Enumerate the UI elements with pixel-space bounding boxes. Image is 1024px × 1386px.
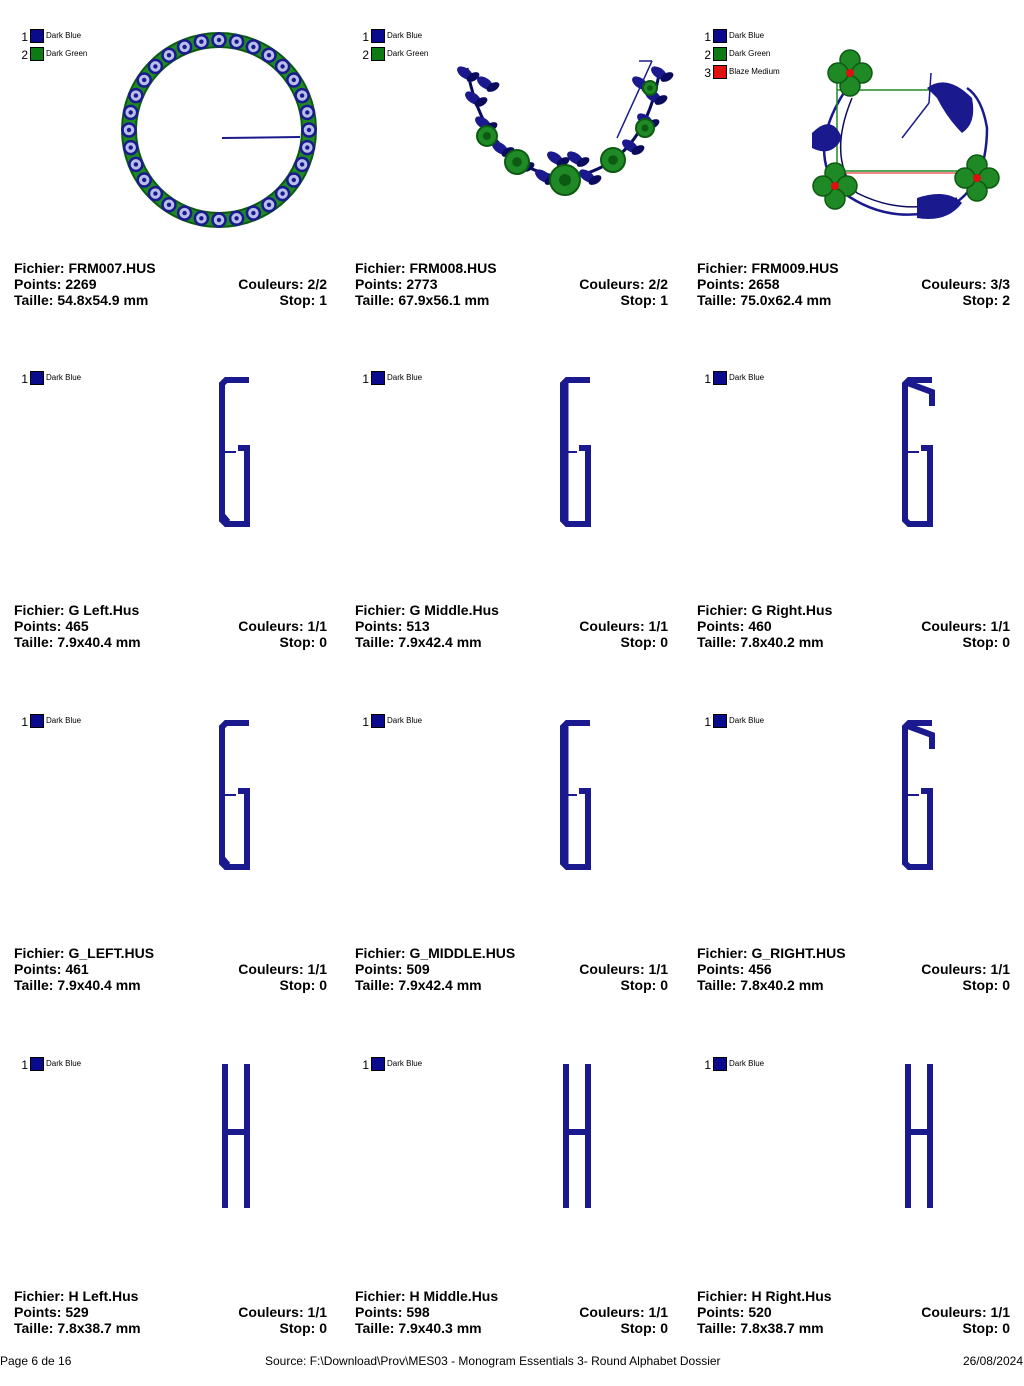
stitch-points-label: Points: xyxy=(697,618,749,634)
thread-number: 1 xyxy=(704,30,711,44)
thread-color-name: Dark Blue xyxy=(387,716,423,725)
design-size xyxy=(14,977,141,993)
file-name-label: Fichier: xyxy=(355,602,410,618)
page-footer xyxy=(0,1354,1024,1370)
design-card xyxy=(14,1056,344,1386)
stitch-points-label: Points: xyxy=(355,1304,407,1320)
thread-color-swatch xyxy=(713,1057,727,1071)
thread-color-name: Dark Blue xyxy=(729,1059,765,1068)
thread-color-name: Dark Blue xyxy=(729,716,765,725)
design-card xyxy=(697,28,1024,358)
color-count xyxy=(921,1304,1010,1320)
clover-frame-icon xyxy=(797,28,1024,228)
letter-g-middle-icon xyxy=(455,713,685,913)
color-count xyxy=(921,961,1010,977)
thread-number: 1 xyxy=(21,30,28,44)
stitch-points xyxy=(355,961,430,977)
design-size xyxy=(697,977,824,993)
file-name-label: Fichier: xyxy=(355,260,410,276)
design-info xyxy=(14,602,327,650)
design-size-label: Taille: xyxy=(697,634,741,650)
file-name xyxy=(697,602,832,618)
design-card xyxy=(14,28,344,358)
color-count-label: Couleurs: xyxy=(579,961,649,977)
file-name-value: H Right.Hus xyxy=(751,1288,832,1304)
stop-count-value: 2 xyxy=(1002,292,1010,308)
stop-count-value: 0 xyxy=(319,1320,327,1336)
color-count-label: Couleurs: xyxy=(579,1304,649,1320)
stitch-points xyxy=(697,1304,772,1320)
color-count-label: Couleurs: xyxy=(238,276,308,292)
file-name xyxy=(14,260,156,276)
design-info xyxy=(697,1288,1010,1336)
thread-number: 1 xyxy=(704,372,711,386)
design-info xyxy=(697,945,1010,993)
stop-count-value: 0 xyxy=(1002,634,1010,650)
thread-number: 2 xyxy=(362,48,369,62)
file-name-value: G Right.Hus xyxy=(751,602,833,618)
stitch-points-label: Points: xyxy=(697,961,749,977)
file-name-label: Fichier: xyxy=(355,945,410,961)
file-name-value: FRM007.HUS xyxy=(68,260,156,276)
stop-count-value: 0 xyxy=(319,977,327,993)
stop-count-label: Stop: xyxy=(962,1320,1003,1336)
letter-h-middle-icon xyxy=(455,1056,685,1256)
stop-count xyxy=(963,1320,1010,1336)
stop-count-value: 0 xyxy=(660,634,668,650)
file-name xyxy=(697,1288,832,1304)
design-size-label: Taille: xyxy=(14,292,58,308)
design-card xyxy=(697,713,1024,1043)
design-size-value: 7.9x42.4 mm xyxy=(398,977,482,993)
color-count-value: 1/1 xyxy=(648,618,668,634)
stop-count xyxy=(963,977,1010,993)
letter-g-middle-icon xyxy=(455,370,685,570)
stitch-points-label: Points: xyxy=(14,276,66,292)
color-count-label: Couleurs: xyxy=(238,618,308,634)
thread-number: 1 xyxy=(362,372,369,386)
design-card xyxy=(355,1056,685,1386)
design-size xyxy=(697,292,831,308)
file-name-label: Fichier: xyxy=(697,1288,752,1304)
file-name xyxy=(697,260,839,276)
color-count xyxy=(238,1304,327,1320)
design-size xyxy=(697,634,824,650)
design-size-value: 67.9x56.1 mm xyxy=(398,292,490,308)
stop-count xyxy=(621,1320,668,1336)
color-count xyxy=(579,1304,668,1320)
design-card xyxy=(355,713,685,1043)
source-path: Source: F:\Download\Prov\MES03 - Monogram Essentials 3- Round Alphabet Dossier xyxy=(265,1354,721,1368)
design-size xyxy=(14,292,148,308)
color-count-value: 2/2 xyxy=(307,276,327,292)
stitch-points-value: 2658 xyxy=(748,276,780,292)
color-count-label: Couleurs: xyxy=(921,276,991,292)
thread-color-swatch xyxy=(371,371,385,385)
stop-count-value: 1 xyxy=(660,292,668,308)
thread-color-name: Dark Blue xyxy=(729,31,765,40)
stop-count-label: Stop: xyxy=(620,292,661,308)
stop-count-label: Stop: xyxy=(962,634,1003,650)
stitch-points-value: 460 xyxy=(748,618,772,634)
color-count-value: 3/3 xyxy=(990,276,1010,292)
stop-count xyxy=(280,977,327,993)
stitch-points-value: 529 xyxy=(65,1304,89,1320)
stitch-points-value: 461 xyxy=(65,961,89,977)
stop-count-label: Stop: xyxy=(279,634,320,650)
file-name-value: FRM009.HUS xyxy=(751,260,839,276)
color-count xyxy=(238,276,327,292)
color-count xyxy=(579,961,668,977)
stop-count xyxy=(280,634,327,650)
stitch-points-label: Points: xyxy=(355,276,407,292)
thread-color-swatch xyxy=(371,1057,385,1071)
stitch-points-value: 598 xyxy=(406,1304,430,1320)
stitch-points xyxy=(355,618,430,634)
stitch-points xyxy=(697,618,772,634)
design-size-value: 7.9x40.4 mm xyxy=(57,634,141,650)
file-name-label: Fichier: xyxy=(14,602,69,618)
color-count-value: 1/1 xyxy=(990,618,1010,634)
design-info xyxy=(355,260,668,308)
thread-number: 1 xyxy=(704,715,711,729)
design-info xyxy=(697,602,1010,650)
stitch-points-label: Points: xyxy=(697,276,749,292)
color-count xyxy=(238,618,327,634)
color-count-value: 1/1 xyxy=(307,961,327,977)
stitch-points-value: 465 xyxy=(65,618,89,634)
letter-g-left-icon xyxy=(114,713,344,913)
letter-g-right-icon xyxy=(797,370,1024,570)
thread-color-name: Dark Blue xyxy=(46,1059,82,1068)
design-info xyxy=(14,1288,327,1336)
stop-count-value: 0 xyxy=(319,634,327,650)
design-size-label: Taille: xyxy=(697,977,741,993)
thread-color-swatch xyxy=(371,714,385,728)
thread-number: 3 xyxy=(704,66,711,80)
design-info xyxy=(355,1288,668,1336)
stop-count-label: Stop: xyxy=(962,292,1003,308)
design-info xyxy=(14,945,327,993)
thread-color-swatch xyxy=(30,1057,44,1071)
thread-color-name: Dark Blue xyxy=(46,373,82,382)
thread-number: 1 xyxy=(362,715,369,729)
stop-count-label: Stop: xyxy=(962,977,1003,993)
ring-frame-icon xyxy=(114,28,344,228)
color-count-value: 2/2 xyxy=(648,276,668,292)
stop-count-value: 0 xyxy=(660,977,668,993)
color-count xyxy=(238,961,327,977)
file-name-label: Fichier: xyxy=(697,945,752,961)
color-count-value: 1/1 xyxy=(307,1304,327,1320)
stitch-points-label: Points: xyxy=(355,961,407,977)
thread-number: 1 xyxy=(362,1058,369,1072)
stitch-points-value: 2269 xyxy=(65,276,97,292)
stitch-points xyxy=(14,1304,89,1320)
file-name-value: G Left.Hus xyxy=(68,602,140,618)
color-count-value: 1/1 xyxy=(990,961,1010,977)
thread-color-name: Dark Blue xyxy=(387,1059,423,1068)
design-size-value: 7.8x40.2 mm xyxy=(740,634,824,650)
design-size xyxy=(355,1320,482,1336)
stop-count xyxy=(621,634,668,650)
file-name xyxy=(355,945,515,961)
design-size xyxy=(355,292,489,308)
design-info xyxy=(355,945,668,993)
design-size-value: 7.8x38.7 mm xyxy=(740,1320,824,1336)
letter-g-left-icon xyxy=(114,370,344,570)
design-size xyxy=(14,634,141,650)
design-card xyxy=(697,1056,1024,1386)
thread-number: 2 xyxy=(21,48,28,62)
thread-color-swatch xyxy=(371,47,385,61)
design-size-label: Taille: xyxy=(355,634,399,650)
thread-number: 2 xyxy=(704,48,711,62)
stop-count-value: 1 xyxy=(319,292,327,308)
stitch-points-value: 2773 xyxy=(406,276,438,292)
color-count-label: Couleurs: xyxy=(921,1304,991,1320)
design-size-value: 7.8x38.7 mm xyxy=(57,1320,141,1336)
stop-count xyxy=(963,634,1010,650)
design-size-label: Taille: xyxy=(14,1320,58,1336)
file-name-value: H Middle.Hus xyxy=(409,1288,499,1304)
design-info xyxy=(355,602,668,650)
color-count-label: Couleurs: xyxy=(579,276,649,292)
design-size-value: 75.0x62.4 mm xyxy=(740,292,832,308)
letter-g-right-icon xyxy=(797,713,1024,913)
thread-number: 1 xyxy=(21,1058,28,1072)
stop-count xyxy=(621,977,668,993)
stitch-points xyxy=(355,1304,430,1320)
stop-count-label: Stop: xyxy=(279,977,320,993)
design-size-label: Taille: xyxy=(14,634,58,650)
design-size-label: Taille: xyxy=(14,977,58,993)
color-count-label: Couleurs: xyxy=(579,618,649,634)
thread-color-swatch xyxy=(713,29,727,43)
file-name-label: Fichier: xyxy=(355,1288,410,1304)
design-size xyxy=(355,634,482,650)
design-card xyxy=(14,713,344,1043)
stop-count xyxy=(280,1320,327,1336)
color-count-value: 1/1 xyxy=(990,1304,1010,1320)
color-count xyxy=(921,276,1010,292)
stop-count-value: 0 xyxy=(660,1320,668,1336)
thread-color-name: Dark Blue xyxy=(387,373,423,382)
stop-count xyxy=(280,292,327,308)
stop-count-label: Stop: xyxy=(279,1320,320,1336)
thread-color-name: Dark Green xyxy=(387,49,429,58)
stop-count-value: 0 xyxy=(1002,1320,1010,1336)
stop-count-value: 0 xyxy=(1002,977,1010,993)
stitch-points-value: 513 xyxy=(406,618,430,634)
thread-color-swatch xyxy=(713,65,727,79)
stitch-points-value: 456 xyxy=(748,961,772,977)
thread-color-swatch xyxy=(713,371,727,385)
design-card xyxy=(697,370,1024,700)
stop-count-label: Stop: xyxy=(620,1320,661,1336)
stitch-points-value: 509 xyxy=(406,961,430,977)
stop-count-label: Stop: xyxy=(279,292,320,308)
stitch-points xyxy=(14,961,89,977)
design-size-value: 7.8x40.2 mm xyxy=(740,977,824,993)
stitch-points xyxy=(14,618,89,634)
thread-color-name: Dark Green xyxy=(46,49,88,58)
file-name xyxy=(355,602,499,618)
thread-color-name: Blaze Medium xyxy=(729,67,780,76)
print-date: 26/08/2024 xyxy=(962,1354,1023,1368)
design-size xyxy=(697,1320,824,1336)
thread-number: 1 xyxy=(362,30,369,44)
file-name-value: G_MIDDLE.HUS xyxy=(409,945,516,961)
design-card xyxy=(355,28,685,358)
floral-garland-icon xyxy=(455,28,685,228)
stitch-points xyxy=(697,276,780,292)
design-size-value: 7.9x40.4 mm xyxy=(57,977,141,993)
file-name-label: Fichier: xyxy=(14,945,69,961)
design-size xyxy=(14,1320,141,1336)
thread-color-swatch xyxy=(30,29,44,43)
file-name-label: Fichier: xyxy=(697,602,752,618)
thread-number: 1 xyxy=(704,1058,711,1072)
thread-color-name: Dark Blue xyxy=(729,373,765,382)
thread-color-name: Dark Blue xyxy=(46,716,82,725)
thread-color-swatch xyxy=(371,29,385,43)
design-size-label: Taille: xyxy=(697,292,741,308)
stitch-points-label: Points: xyxy=(355,618,407,634)
color-count xyxy=(579,618,668,634)
thread-color-swatch xyxy=(713,47,727,61)
color-count xyxy=(921,618,1010,634)
file-name xyxy=(14,945,154,961)
file-name-label: Fichier: xyxy=(697,260,752,276)
thread-color-name: Dark Blue xyxy=(46,31,82,40)
design-size-label: Taille: xyxy=(697,1320,741,1336)
color-count-label: Couleurs: xyxy=(238,1304,308,1320)
file-name xyxy=(14,602,139,618)
design-info xyxy=(697,260,1010,308)
page-number: Page 6 de 16 xyxy=(0,1354,72,1368)
color-count-label: Couleurs: xyxy=(921,961,991,977)
thread-color-swatch xyxy=(713,714,727,728)
design-size-label: Taille: xyxy=(355,292,399,308)
stop-count xyxy=(621,292,668,308)
file-name-value: G Middle.Hus xyxy=(409,602,499,618)
color-count-value: 1/1 xyxy=(307,618,327,634)
thread-color-swatch xyxy=(30,47,44,61)
letter-h-left-icon xyxy=(114,1056,344,1256)
stitch-points xyxy=(355,276,438,292)
file-name xyxy=(697,945,846,961)
stitch-points-label: Points: xyxy=(14,618,66,634)
file-name-label: Fichier: xyxy=(14,260,69,276)
design-card xyxy=(355,370,685,700)
stitch-points-label: Points: xyxy=(14,961,66,977)
stitch-points-label: Points: xyxy=(697,1304,749,1320)
stop-count-label: Stop: xyxy=(620,634,661,650)
stitch-points xyxy=(14,276,97,292)
thread-color-name: Dark Green xyxy=(729,49,771,58)
file-name-value: G_LEFT.HUS xyxy=(68,945,155,961)
color-count-value: 1/1 xyxy=(648,961,668,977)
design-size-value: 7.9x40.3 mm xyxy=(398,1320,482,1336)
stitch-points-label: Points: xyxy=(14,1304,66,1320)
stitch-points xyxy=(697,961,772,977)
design-size xyxy=(355,977,482,993)
file-name-label: Fichier: xyxy=(14,1288,69,1304)
file-name xyxy=(355,1288,498,1304)
thread-color-swatch xyxy=(30,371,44,385)
thread-number: 1 xyxy=(21,372,28,386)
file-name-value: H Left.Hus xyxy=(68,1288,139,1304)
thread-number: 1 xyxy=(21,715,28,729)
design-info xyxy=(14,260,327,308)
color-count-label: Couleurs: xyxy=(238,961,308,977)
design-size-value: 7.9x42.4 mm xyxy=(398,634,482,650)
letter-h-right-icon xyxy=(797,1056,1024,1256)
design-card xyxy=(14,370,344,700)
color-count-label: Couleurs: xyxy=(921,618,991,634)
color-count-value: 1/1 xyxy=(648,1304,668,1320)
thread-color-swatch xyxy=(30,714,44,728)
design-size-label: Taille: xyxy=(355,977,399,993)
stitch-points-value: 520 xyxy=(748,1304,772,1320)
color-count xyxy=(579,276,668,292)
stop-count xyxy=(963,292,1010,308)
design-size-value: 54.8x54.9 mm xyxy=(57,292,149,308)
file-name xyxy=(14,1288,138,1304)
file-name-value: FRM008.HUS xyxy=(409,260,497,276)
file-name-value: G_RIGHT.HUS xyxy=(751,945,846,961)
thread-color-name: Dark Blue xyxy=(387,31,423,40)
file-name xyxy=(355,260,497,276)
design-size-label: Taille: xyxy=(355,1320,399,1336)
stop-count-label: Stop: xyxy=(620,977,661,993)
